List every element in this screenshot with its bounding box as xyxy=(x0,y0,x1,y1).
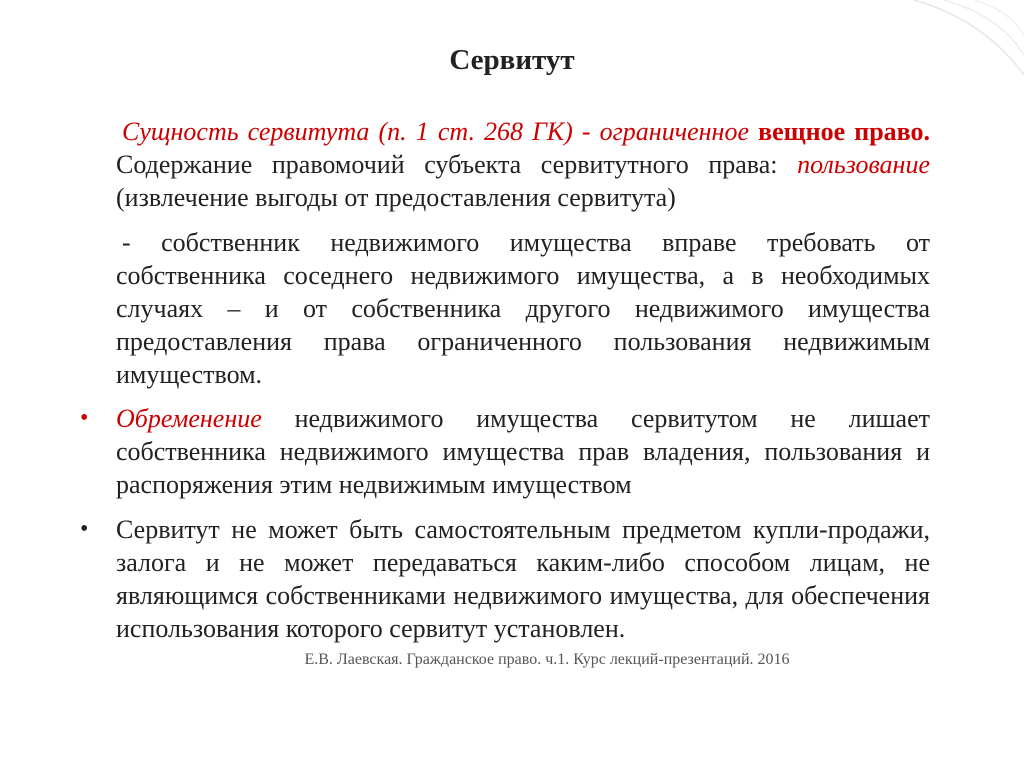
usage-term: пользование xyxy=(797,150,930,179)
essence-text-1: Содержание правомочий субъекта сервитутного права: xyxy=(116,150,798,179)
encumbrance-term: Обременение xyxy=(116,404,262,433)
essence-text-2: (извлечение выгоды от предоставления сервитута) xyxy=(116,183,676,212)
encumbrance-text: недвижимого имущества сервитутом не лишает собственника недвижимого имущества прав владения, пользования и распоряжения этим недвижимым имуществом xyxy=(116,404,930,499)
real-right-term: вещное право. xyxy=(758,117,931,146)
footer-citation: Е.В. Лаевская. Гражданское право. ч.1. Курс лекций-презентаций. 2016 xyxy=(304,651,790,668)
bullet-marker-1: • xyxy=(80,405,89,431)
slide-title: Сервитут xyxy=(449,44,575,76)
paragraph-owner-rights: - собственник недвижимого имущества вправе требовать от собственника соседнего недвижимого имущества, а в необходимых случаях – и от собственника другого недвижимого имущества предоставления права ограниченного пользования недвижимым имуществом. xyxy=(116,228,930,389)
paragraph-essence xyxy=(116,115,930,214)
essence-intro: Сущность сервитута (п. 1 ст. 268 ГК) - ограниченное xyxy=(122,117,749,146)
bullet-non-transferable: Сервитут не может быть самостоятельным предметом купли-продажи, залога и не может передаваться каким-либо способом лицам, не являющимся собственниками недвижимого имущества, для обеспечения использования которого сервитут установлен. xyxy=(116,515,930,643)
bullet-marker-2: • xyxy=(80,516,89,542)
bullet-encumbrance xyxy=(116,402,930,501)
